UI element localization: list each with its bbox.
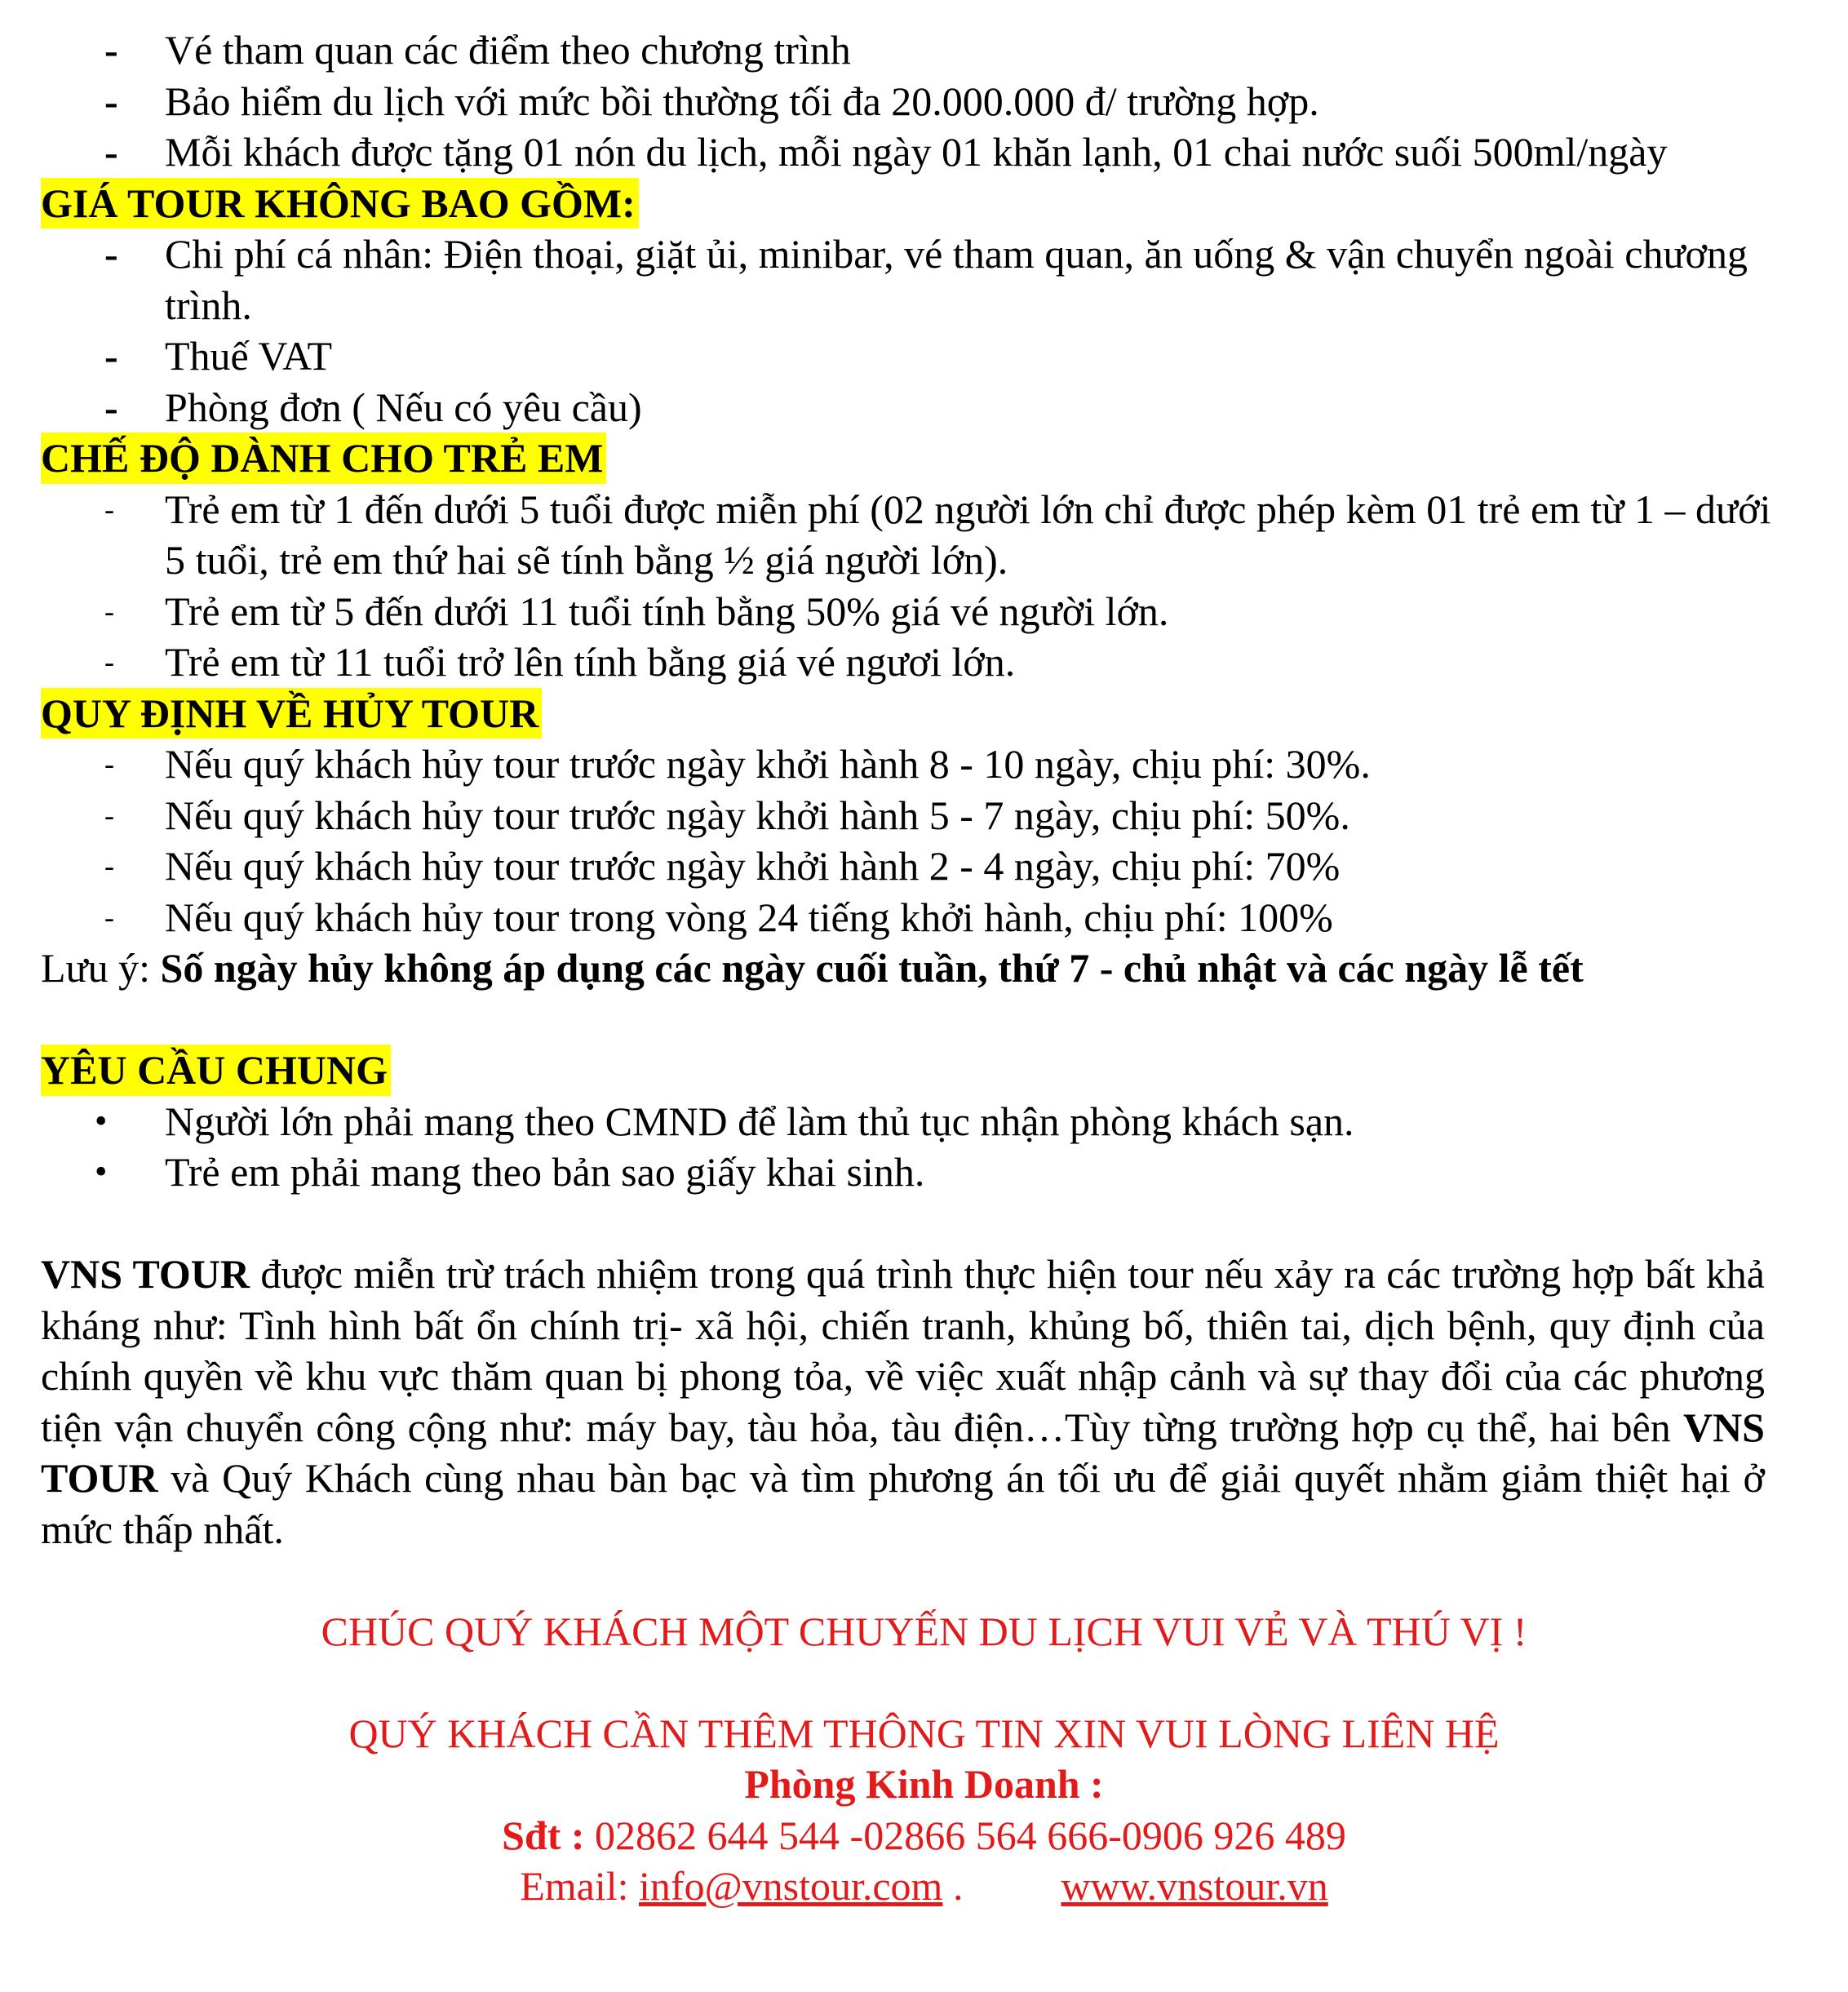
list-item: - Bảo hiểm du lịch với mức bồi thường tối đa 20.000.000 đ/ trường hợp. (41, 76, 1807, 127)
list-item: - Mỗi khách được tặng 01 nón du lịch, mỗi ngày 01 khăn lạnh, 01 chai nước suối 500ml/ngày (41, 126, 1807, 178)
dash-bullet: - (104, 798, 114, 832)
list-item: - Phòng đơn ( Nếu có yêu cầu) (41, 382, 1807, 433)
section-heading: GIÁ TOUR KHÔNG BAO GỒM: (41, 178, 639, 229)
section-heading: YÊU CẦU CHUNG (41, 1045, 391, 1096)
dash-bullet: - (104, 333, 118, 379)
round-bullet: • (95, 1100, 108, 1141)
closing-wish: CHÚC QUÝ KHÁCH MỘT CHUYẾN DU LỊCH VUI VẺ VÀ THÚ VỊ ! (321, 1608, 1527, 1654)
included-list (41, 24, 1807, 178)
brand-name: VNS TOUR (41, 1404, 1765, 1501)
list-item: - Trẻ em từ 5 đến dưới 11 tuổi tính bằng 50% giá vé người lớn. (41, 586, 1807, 637)
cancellation-policy-section (41, 688, 1807, 994)
list-item: - Trẻ em từ 11 tuổi trở lên tính bằng giá vé ngươi lớn. (41, 637, 1807, 688)
list-item: - Thuế VAT (41, 331, 1807, 382)
contact-links: Email: info@vnstour.com . www.vnstour.vn (520, 1863, 1328, 1909)
dash-bullet: - (104, 748, 114, 780)
dash-bullet: - (104, 231, 118, 277)
dash-bullet: - (104, 594, 114, 628)
list-item: - Vé tham quan các điểm theo chương trình (41, 24, 1807, 76)
list-item: - Nếu quý khách hủy tour trước ngày khởi hành 5 - 7 ngày, chịu phí: 50%. (41, 790, 1807, 841)
dash-bullet: - (104, 850, 114, 882)
email-link[interactable]: info@vnstour.com (639, 1863, 943, 1909)
round-bullet: • (95, 1151, 108, 1191)
children-policy-section (41, 433, 1807, 688)
section-heading: CHẾ ĐỘ DÀNH CHO TRẺ EM (41, 433, 606, 484)
disclaimer-paragraph: VNS TOUR được miễn trừ trách nhiệm trong quá trình thực hiện tour nếu xảy ra các trường hợp bất khả kháng như: Tình hình bất ổn chính trị- xã hội, chiến tranh, khủng bố, thiên tai, dịch bệnh, quy định của chính quyền về khu vực thăm quan bị phong tỏa, về việc xuất nhập cảnh và sự thay đổi của các phương tiện vận chuyển công cộng như: máy bay, tàu hỏa, tàu điện…Tùy từng trường hợp cụ thể, hai bên VNS TOUR và Quý Khách cùng nhau bàn bạc và tìm phương án tối ưu để giải quyết nhằm giảm thiệt hại ở mức thấp nhất. (41, 1251, 1765, 1552)
website-link[interactable]: www.vnstour.vn (1061, 1863, 1328, 1909)
contact-prompt: QUÝ KHÁCH CẦN THÊM THÔNG TIN XIN VUI LÒNG LIÊN HỆ (348, 1710, 1500, 1756)
dash-bullet: - (104, 78, 118, 124)
dash-bullet: - (104, 129, 118, 175)
list-item: • Người lớn phải mang theo CMND để làm thủ tục nhận phòng khách sạn. (41, 1096, 1807, 1147)
dash-bullet: - (104, 492, 114, 526)
not-included-section (41, 178, 1807, 433)
dash-bullet: - (104, 384, 118, 430)
department-name: Phòng Kinh Doanh : (744, 1761, 1104, 1807)
list-item: - Chi phí cá nhân: Điện thoại, giặt ủi, minibar, vé tham quan, ăn uống & vận chuyển ngoài chương trình. (41, 228, 1807, 331)
cancellation-note: Lưu ý: Số ngày hủy không áp dụng các ngày cuối tuần, thứ 7 - chủ nhật và các ngày lễ tết (41, 945, 1584, 991)
dash-bullet: - (104, 900, 114, 934)
requirements-section (41, 1045, 1807, 1198)
dash-bullet: - (104, 646, 114, 678)
brand-name: VNS TOUR (41, 1251, 250, 1297)
list-item: - Nếu quý khách hủy tour trong vòng 24 tiếng khởi hành, chịu phí: 100% (41, 892, 1807, 943)
section-heading: QUY ĐỊNH VỀ HỦY TOUR (41, 688, 542, 739)
list-item: - Trẻ em từ 1 đến dưới 5 tuổi được miễn phí (02 người lớn chỉ được phép kèm 01 trẻ em từ 1 – dưới 5 tuổi, trẻ em thứ hai sẽ tính bằng ½ giá người lớn). (41, 484, 1807, 586)
list-item: - Nếu quý khách hủy tour trước ngày khởi hành 2 - 4 ngày, chịu phí: 70% (41, 841, 1807, 892)
dash-bullet: - (104, 27, 118, 73)
list-item: • Trẻ em phải mang theo bản sao giấy khai sinh. (41, 1147, 1807, 1198)
phone-line: Sđt : 02862 644 544 -02866 564 666-0906 926 489 (502, 1812, 1346, 1858)
list-item: - Nếu quý khách hủy tour trước ngày khởi hành 8 - 10 ngày, chịu phí: 30%. (41, 739, 1807, 790)
